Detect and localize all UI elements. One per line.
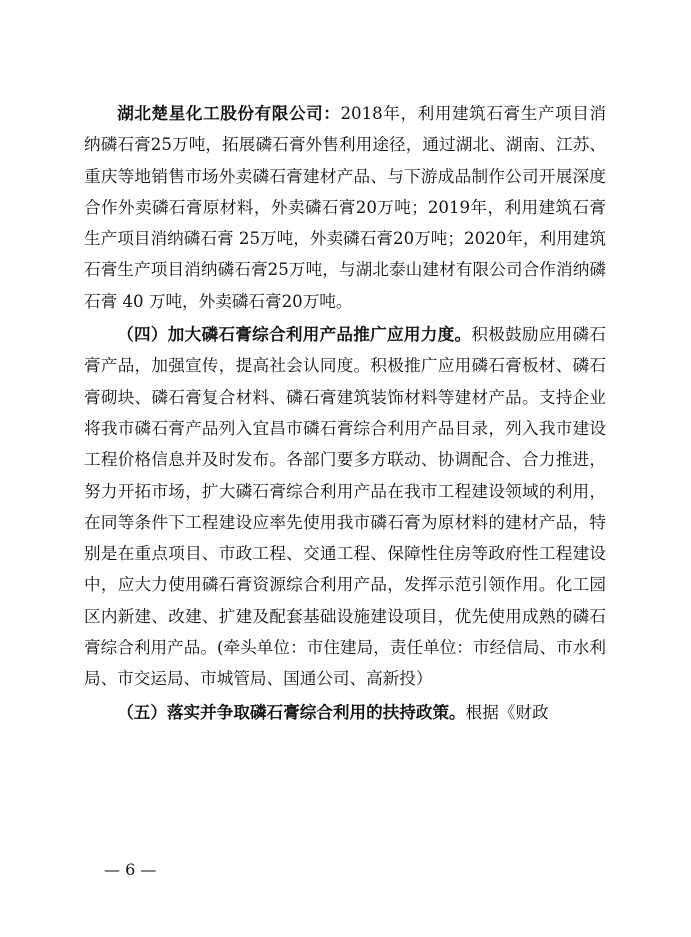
paragraph-text: 根据《财政	[465, 702, 549, 722]
section-four-heading: （四）加大磷石膏综合利用产品推广应用力度。	[117, 325, 472, 345]
paragraph-text: 2018年，利用建筑石膏生产项目消纳磷石膏25万吨，拓展磷石膏外售利用途径，通过湖北、湖南、江苏、重庆等地销售市场外卖磷石膏建材产品、与下游成品制作公司开展深度合作外卖磷石膏原材料，外卖磷石膏20万吨；2019年，利用建筑石膏生产项目消纳磷石膏 25万吨，外卖磷石膏20万吨；2020年，利用建筑石膏生产项目消纳磷石膏25万吨，与湖北泰山建材有限公司合作消纳磷石膏 40 万吨，外卖磷石膏20万吨。	[84, 104, 607, 311]
paragraph-chuxing-chemical	[84, 98, 606, 317]
page-number: — 6 —	[104, 860, 157, 879]
paragraph-text: 积极鼓励应用磷石膏产品，加强宣传，提高社会认同度。积极推广应用磷石膏板材、磷石膏砌块、磷石膏复合材料、磷石膏建筑装饰材料等建材产品。支持企业将我市磷石膏产品列入宜昌市磷石膏综合利用产品目录，列入我市建设工程价格信息并及时发布。各部门要多方联动、协调配合、合力推进，努力开拓市场，扩大磷石膏综合利用产品在我市工程建设领域的利用，在同等条件下工程建设应率先使用我市磷石膏为原材料的建材产品，特别是在重点项目、市政工程、交通工程、保障性住房等政府性工程建设中，应大力使用磷石膏资源综合利用产品，发挥示范引领作用。化工园区内新建、改建、扩建及配套基础设施建设项目，优先使用成熟的磷石膏综合利用产品。(牵头单位：市住建局，责任单位：市经信局、市水利局、市交运局、市城管局、国通公司、高新投）	[84, 325, 607, 689]
section-five-paragraph	[84, 697, 606, 728]
section-five-heading: （五）落实并争取磷石膏综合利用的扶持政策。	[117, 702, 466, 722]
company-name-lead: 湖北楚星化工股份有限公司：	[117, 104, 341, 123]
document-body	[84, 98, 606, 728]
section-four-paragraph	[84, 319, 606, 695]
